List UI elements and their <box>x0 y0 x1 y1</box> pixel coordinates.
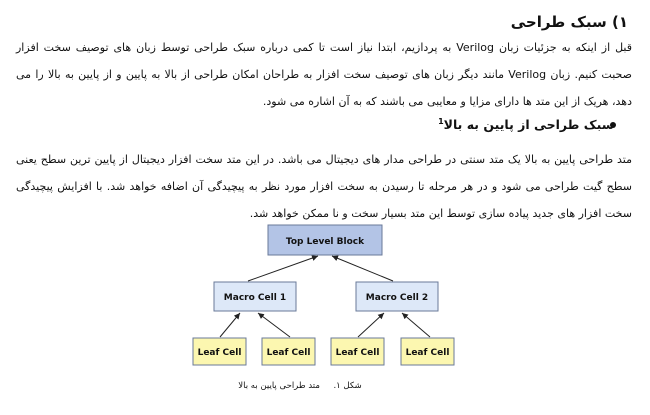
leaf-cell <box>262 338 315 365</box>
macro-cell-1 <box>214 282 296 311</box>
top-level-block-label: Top Level Block <box>285 237 365 247</box>
leaf-cell-label: Leaf Cell <box>335 348 380 358</box>
leaf-cell <box>193 338 246 365</box>
macro-cell-2 <box>356 282 438 311</box>
figure-caption <box>230 381 370 391</box>
bullet-title: سبک طراحی از پایین به بالا <box>443 117 614 133</box>
leaf-cell <box>401 338 454 365</box>
caption-label: شکل ۱. <box>333 381 362 391</box>
leaf-cell-label: Leaf Cell <box>405 348 450 358</box>
leaf-cell <box>331 338 384 365</box>
intro-paragraph: قبل از اینکه به جزئیات زبان Verilog به پردازیم، ابتدا نیاز است تا کمی درباره سبک طراحی توسط زبان های توصیف سخت افزار صحبت کنیم. زبان Verilog مانند دیگر زبان های توصیف سخت افزار به طراحان امکان طراحی از بالا به پایین و از پایین به بالا را می دهد، هریک از این متد ها دارای مزایا و معایبی می باشند که به آن اشاره می شود. <box>16 41 632 108</box>
macro-cell-2-label: Macro Cell 2 <box>365 293 429 303</box>
section-title: سبک طراحی <box>510 13 607 31</box>
leaf-cell-label: Leaf Cell <box>197 348 242 358</box>
macro-cell-1-label: Macro Cell 1 <box>223 293 287 303</box>
top-level-block <box>268 225 382 255</box>
footnote-marker: 1 <box>438 117 444 126</box>
bottom-up-paragraph: متد طراحی پایین به بالا یک متد سنتی در طراحی مدار های دیجیتال می باشد. در این متد سخت افزار دیجیتال از پایین ترین سطح یعنی سطح گیت طراحی می شود و در هر مرحله تا رسیدن به سخت افزار مورد نظر به پیچیدگی آن اضافه خواهد شد. با افزایش پیچیدگی سخت افزار های جدید پیاده سازی توسط این متد بسیار سخت و نا ممکن خواهد شد. <box>16 153 632 220</box>
leaf-cell-label: Leaf Cell <box>266 348 311 358</box>
section-number: ۱) <box>611 13 628 31</box>
caption-text: متد طراحی پایین به بالا <box>238 381 320 391</box>
